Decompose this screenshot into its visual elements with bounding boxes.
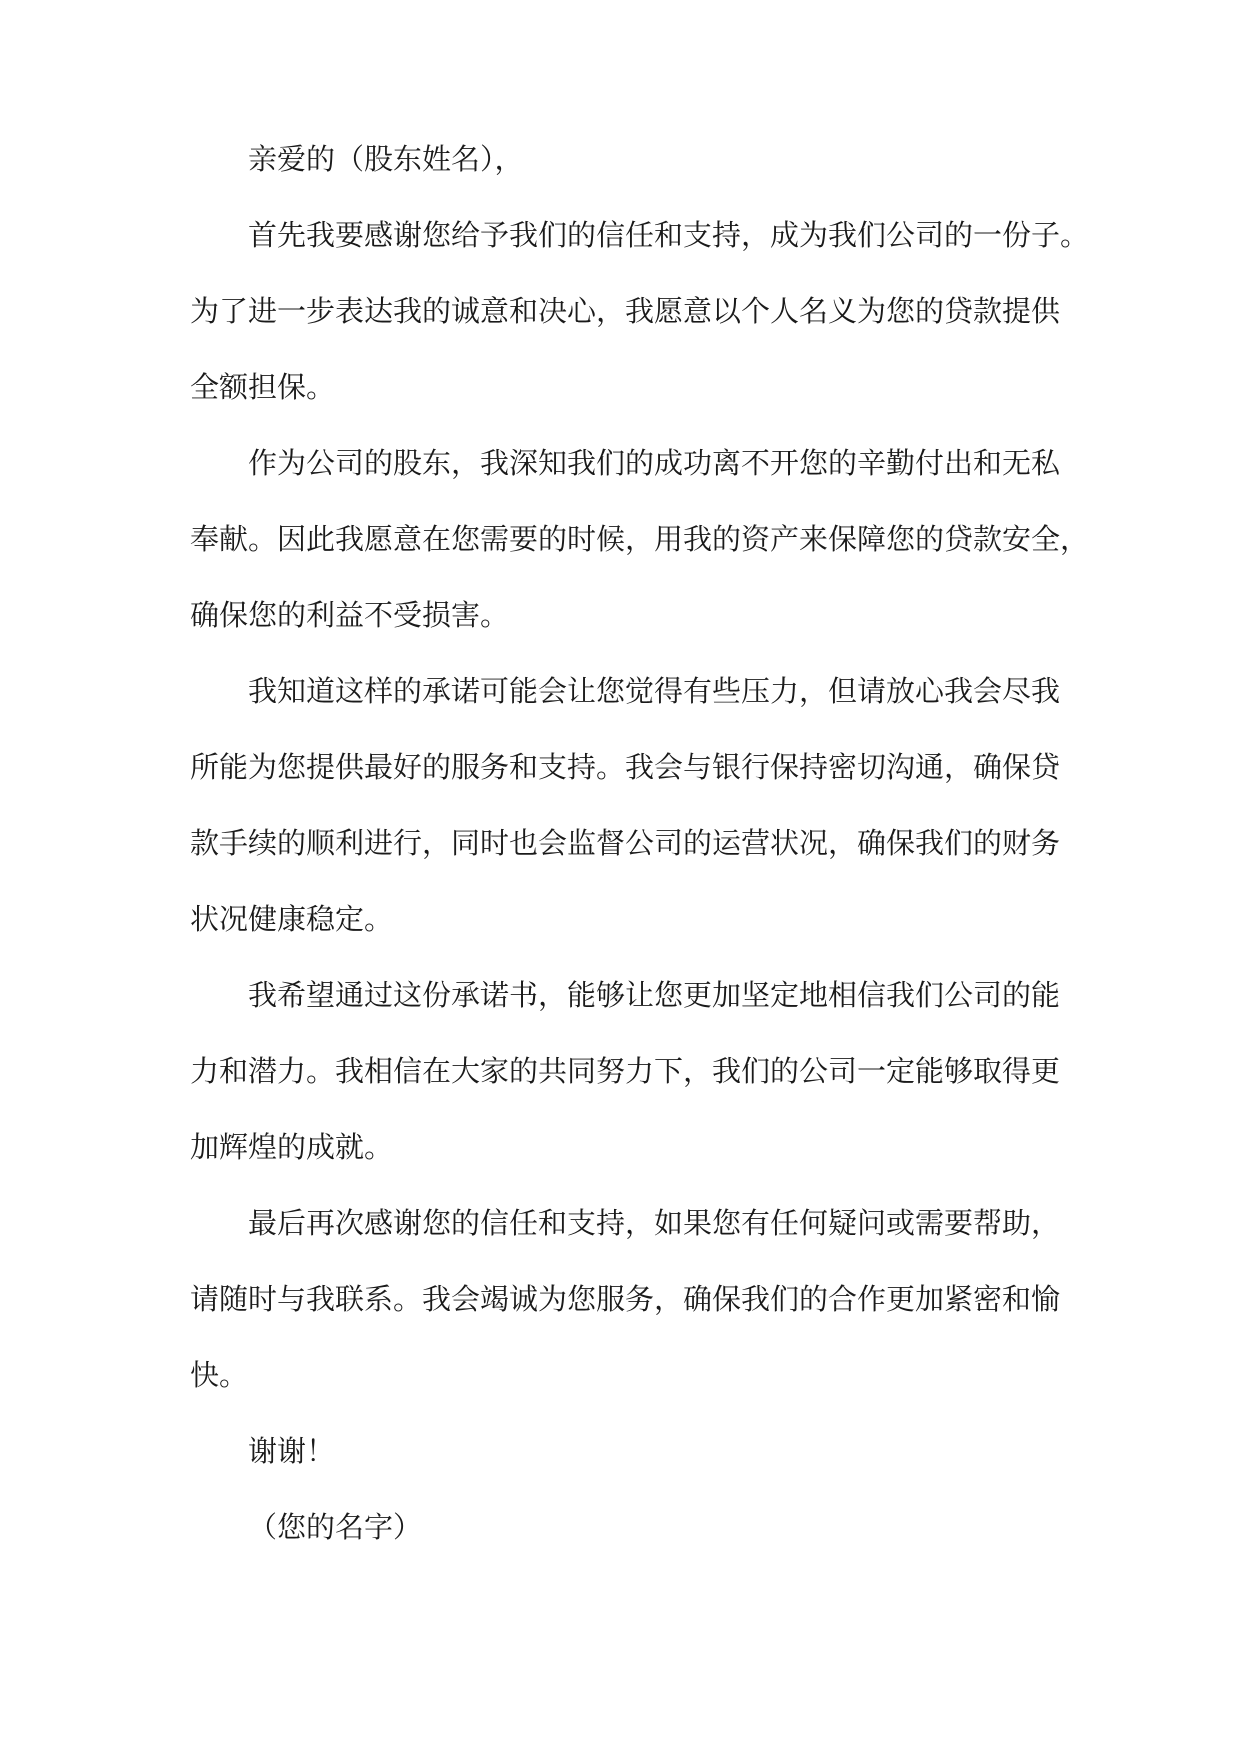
paragraph-line: 快。 — [190, 1358, 249, 1392]
paragraph-line: 奉献。因此我愿意在您需要的时候，用我的资产来保障您的贷款安全， — [190, 522, 1090, 556]
paragraph-line: 作为公司的股东，我深知我们的成功离不开您的辛勤付出和无私 — [248, 446, 1061, 480]
paragraph-line: 加辉煌的成就。 — [190, 1130, 394, 1164]
paragraph-line: 款手续的顺利进行，同时也会监督公司的运营状况，确保我们的财务 — [190, 826, 1061, 860]
paragraph-line: 状况健康稳定。 — [190, 902, 394, 936]
closing: 谢谢！ — [248, 1434, 336, 1468]
salutation: 亲爱的（股东姓名）， — [248, 142, 524, 176]
paragraph-5 — [190, 1204, 1061, 1394]
paragraph-line: 我希望通过这份承诺书，能够让您更加坚定地相信我们公司的能 — [248, 978, 1061, 1012]
paragraph-line: 最后再次感谢您的信任和支持，如果您有任何疑问或需要帮助， — [248, 1206, 1061, 1240]
paragraph-2 — [190, 444, 1090, 634]
paragraph-line: 为了进一步表达我的诚意和决心，我愿意以个人名义为您的贷款提供 — [190, 294, 1061, 328]
paragraph-line: 所能为您提供最好的服务和支持。我会与银行保持密切沟通，确保贷 — [190, 750, 1061, 784]
letter-body — [190, 140, 1090, 1584]
paragraph-1 — [190, 216, 1090, 406]
signature: （您的名字） — [248, 1510, 423, 1544]
paragraph-line: 请随时与我联系。我会竭诚为您服务，确保我们的合作更加紧密和愉 — [190, 1282, 1061, 1316]
paragraph-line: 全额担保。 — [190, 370, 336, 404]
paragraph-3 — [190, 672, 1061, 938]
paragraph-line: 确保您的利益不受损害。 — [190, 598, 510, 632]
paragraph-line: 力和潜力。我相信在大家的共同努力下，我们的公司一定能够取得更 — [190, 1054, 1061, 1088]
paragraph-line: 我知道这样的承诺可能会让您觉得有些压力，但请放心我会尽我 — [248, 674, 1061, 708]
paragraph-line: 首先我要感谢您给予我们的信任和支持，成为我们公司的一份子。 — [248, 218, 1090, 252]
paragraph-4 — [190, 976, 1061, 1166]
